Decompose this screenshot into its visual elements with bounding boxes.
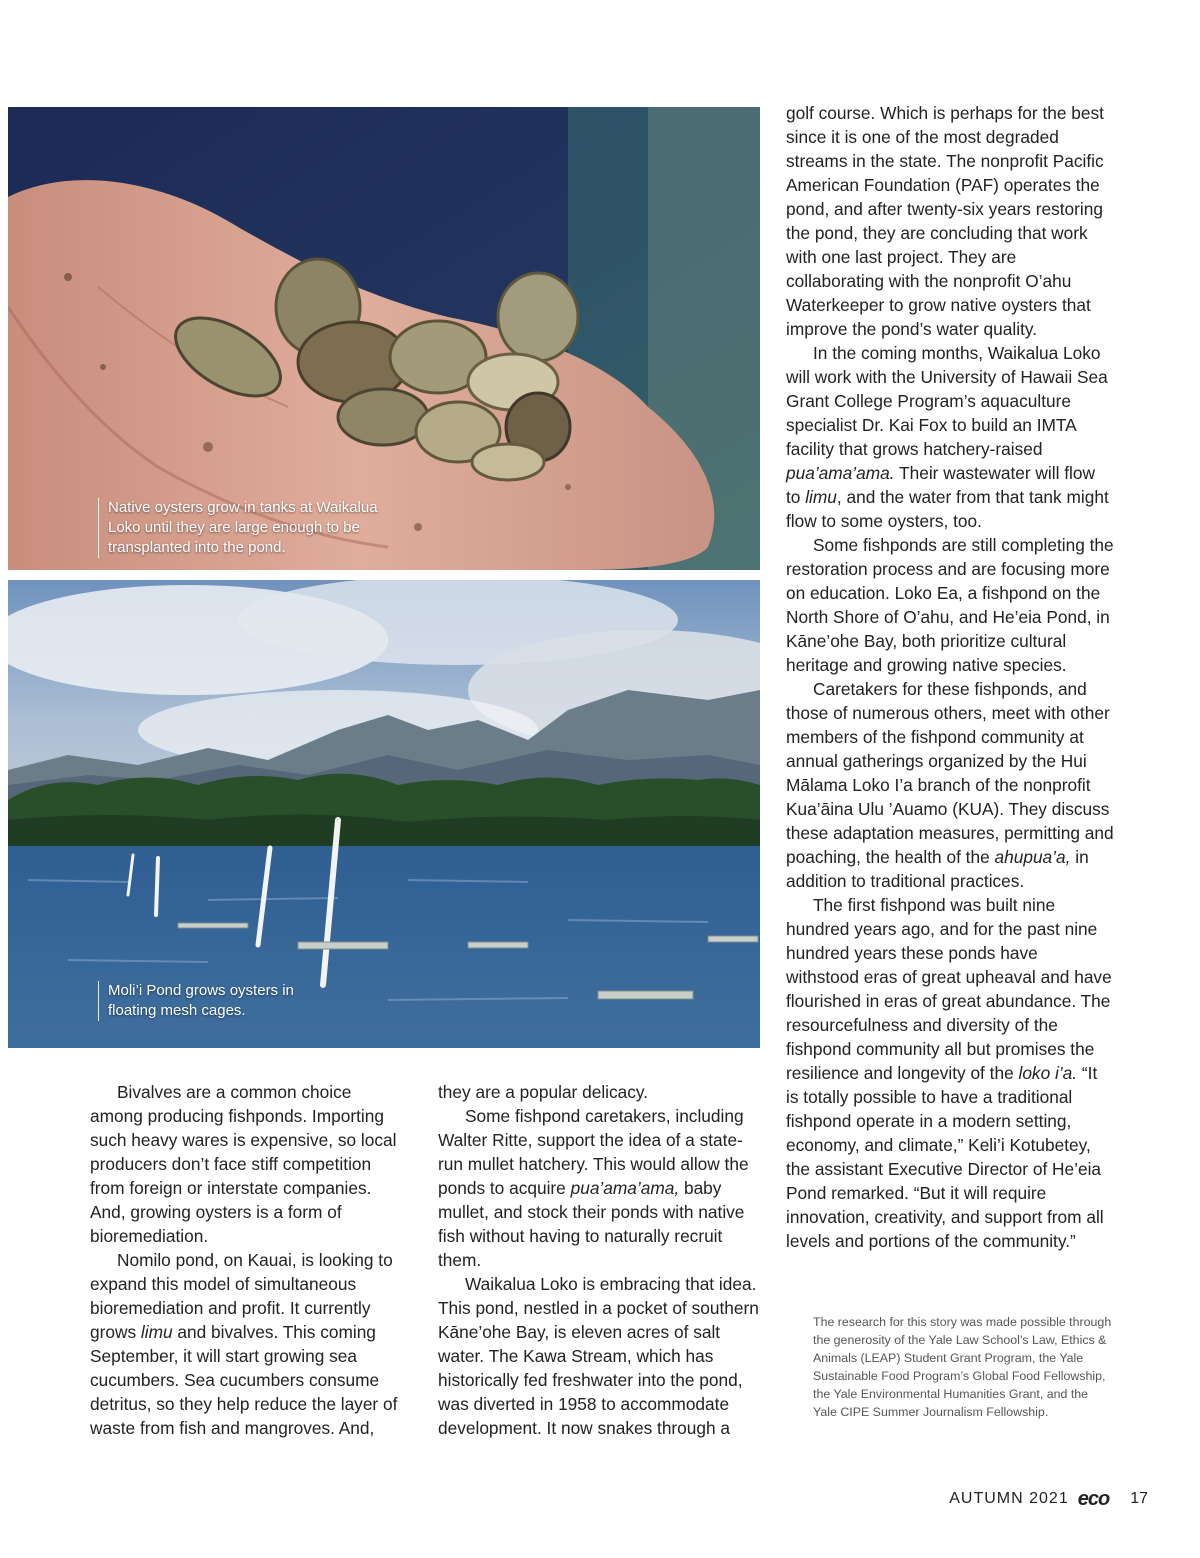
- article-column-left: [90, 1080, 408, 1440]
- page-number: 17: [1130, 1490, 1148, 1507]
- article-column-middle: [438, 1080, 764, 1440]
- pond-photo-caption: Moli’i Pond grows oysters in floating mesh cages.: [98, 981, 323, 1021]
- page-footer: [949, 1488, 1148, 1510]
- paragraph: The first fishpond was built nine hundred years ago, and for the past nine hundred years these ponds have withstood eras of great upheaval and have flourished in eras of great abundance. The resourcefulness and diversity of the fishpond community all but promises the resilience and longevity of the loko i’a. “It is totally possible to have a traditional fishpond operate in a modern setting, economy, and climate,” Keli’i Kotubetey, the assistant Executive Director of He’eia Pond remarked. “But it will require innovation, creativity, and support from all levels and portions of the community.”: [786, 895, 1112, 1251]
- paragraph: Bivalves are a common choice among producing fishponds. Importing such heavy wares is expensive, so local producers don’t face stiff competition from foreign or interstate companies. And, growing oysters is a form of bioremediation.: [90, 1082, 397, 1246]
- paragraph: they are a popular delicacy.: [438, 1082, 649, 1102]
- paragraph: golf course. Which is perhaps for the best since it is one of the most degraded streams in the state. The nonprofit Pacific American Foundation (PAF) operates the pond, and after twenty-six years restoring the pond, they are concluding that work with one last project. They are collaborating with the nonprofit O’ahu Waterkeeper to grow native oysters that improve the pond’s water quality.: [786, 103, 1104, 339]
- article-column-right: [786, 101, 1114, 1253]
- research-footnote: The research for this story was made possible through the generosity of the Yale Law School’s Law, Ethics & Animals (LEAP) Student Grant Program, the Yale Sustainable Food Program’s Global Food Fellowship, the Yale Environmental Humanities Grant, and the Yale CIPE Summer Journalism Fellowship.: [813, 1315, 1112, 1419]
- paragraph: In the coming months, Waikalua Loko will work with the University of Hawaii Sea Grant College Program’s aquaculture specialist Dr. Kai Fox to build an IMTA facility that grows hatchery-raised pua’ama’ama. Their wastewater will flow to limu, and the water from that tank might flow to some oysters, too.: [786, 343, 1109, 531]
- paragraph: Nomilo pond, on Kauai, is looking to expand this model of simultaneous bioremediation and profit. It currently grows limu and bivalves. This coming September, it will start growing sea cucumbers. Sea cucumbers consume detritus, so they help reduce the layer of waste from fish and mangroves. And,: [90, 1250, 398, 1438]
- paragraph: Some fishponds are still completing the restoration process and are focusing more on education. Loko Ea, a fishpond on the North Shore of O’ahu, and He’eia Pond, in Kāne’ohe Bay, both prioritize cultural heritage and growing native species.: [786, 535, 1114, 675]
- pond-mesh-cages-photo: [8, 580, 760, 1048]
- eco-logo: eco: [1077, 1487, 1110, 1510]
- paragraph: Caretakers for these fishponds, and those of numerous others, meet with other members of the fishpond community at annual gatherings organized by the Hui Mālama Loko I’a branch of the nonprofit Kua’āina Ulu ’Auamo (KUA). They discuss these adaptation measures, permitting and poaching, the health of the ahupua’a, in addition to traditional practices.: [786, 679, 1114, 891]
- paragraph: Waikalua Loko is embracing that idea. This pond, nestled in a pocket of southern Kāne’ohe Bay, is eleven acres of salt water. The Kawa Stream, which has historically fed freshwater into the pond, was diverted in 1958 to accommodate development. It now snakes through a: [438, 1274, 759, 1438]
- issue-season: AUTUMN 2021: [949, 1490, 1069, 1507]
- oysters-photo-caption: Native oysters grow in tanks at Waikalua Loko until they are large enough to be transplanted into the pond.: [98, 498, 413, 558]
- paragraph: Some fishpond caretakers, including Walter Ritte, support the idea of a state-run mullet hatchery. This would allow the ponds to acquire pua’ama’ama, baby mullet, and stock their ponds with native fish without having to naturally recruit them.: [438, 1106, 749, 1270]
